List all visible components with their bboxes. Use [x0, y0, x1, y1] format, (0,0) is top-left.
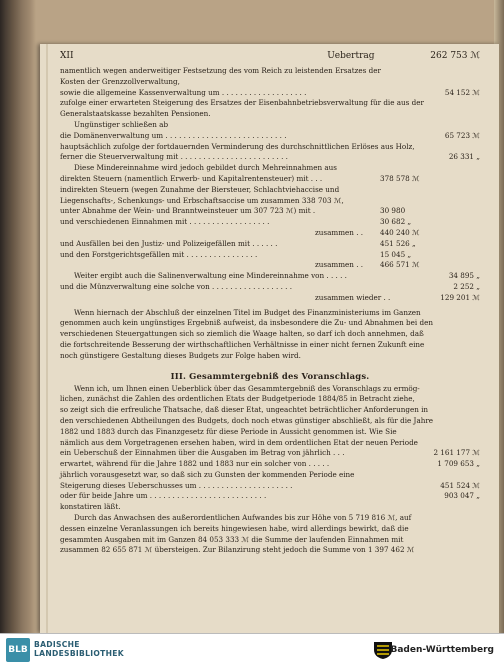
surplus-line-row	[60, 470, 480, 481]
blb-line-1: BADISCHE	[34, 640, 80, 649]
tax-text: und Ausfällen bei den Justiz- und Polizeigefällen mit . . . . . .	[60, 238, 278, 248]
tax-row	[60, 174, 480, 185]
paragraph2-line: Wenn ich, um Ihnen einen Ueberblick über das Gesammtergebniß des Voranschlags zu ermög-	[74, 383, 420, 393]
text-line-row	[60, 152, 480, 163]
uebertrag-row	[327, 46, 480, 66]
paragraph2-line: den verschiedenen Abtheilungen des Budgets, doch noch etwas günstiger abschließt, als für die Jahre	[60, 415, 434, 425]
page-header	[60, 46, 480, 66]
salt-line-row	[60, 282, 480, 293]
tax-col1-value: 15 045 „	[380, 249, 412, 259]
text-line-value: 65 723 ℳ	[444, 130, 480, 140]
page-content	[60, 46, 480, 556]
text-line-text: zufolge einer erwarteten Steigerung des Ersatzes der Eisenbahnbetriebsverwaltung für die aus der	[60, 98, 424, 108]
text-line-text: sowie die allgemeine Kassenverwaltung um . . . . . . . . . . . . . . . . . . .	[60, 87, 307, 97]
paragraph2-line: nämlich aus dem Vorgetragenen ersehen haben, wird in dem ordentlichen Etat der neuen Periode	[60, 437, 418, 447]
tax-text: und verschiedenen Einnahmen mit . . . . . . . . . . . . . . . . . .	[60, 217, 270, 227]
blb-line-2: LANDESBIBLIOTHEK	[34, 649, 124, 658]
tax-text: Liegenschafts-, Schenkungs- und Erbschaftsaccise um zusammen 338 703 ℳ,	[60, 195, 344, 205]
salt-line-text: zusammen wieder . .	[315, 292, 391, 302]
text-line-row	[60, 142, 480, 153]
paragraph-1	[60, 308, 480, 362]
tax-row	[60, 185, 480, 196]
tax-row	[60, 217, 480, 228]
salt-line-value: 129 201 ℳ	[440, 292, 480, 302]
surplus-line-text: oder für beide Jahre um . . . . . . . . . . . . . . . . . . . . . . . . . .	[60, 491, 267, 501]
page-fold	[46, 44, 48, 633]
paragraph1-line: verschiedenen Steuergattungen sich so ziemlich die Waage halten, so darf ich doch annehmen, daß	[60, 329, 424, 339]
paragraph3-line: zusammen 82 655 871 ℳ übersteigen. Zur Bilanzirung steht jedoch die Summe von 1 397 462 ℳ	[60, 545, 415, 555]
text-block-1	[60, 66, 480, 174]
surplus-block	[60, 448, 480, 513]
text-line-value: 26 331 „	[448, 152, 480, 162]
uebertrag-label: Uebertrag	[327, 51, 375, 61]
salt-line-row	[60, 271, 480, 282]
text-line-row	[60, 77, 480, 88]
text-line-text: namentlich wegen anderweitiger Festsetzung des vom Reich zu leistenden Ersatzes der	[60, 66, 381, 75]
paragraph2-line: so zeigt sich die erfreuliche Thatsache, daß dieser Etat, ungeachtet beträchtlicher Anforderungen in	[60, 405, 429, 415]
tax-row	[60, 228, 480, 239]
paragraph1-line: die fortschreitende Besserung der wirthschaftlichen Verhältnisse in einer nicht fernen Zukunft eine	[60, 339, 425, 349]
salt-line-row	[60, 293, 480, 304]
tax-block	[60, 174, 480, 271]
text-line-text: ferner die Steuerverwaltung mit . . . . . . . . . . . . . . . . . . . . . . . .	[60, 152, 288, 162]
tax-text: und den Forstgerichtsgefällen mit . . . . . . . . . . . . . . . .	[60, 249, 258, 259]
text-line-row	[60, 98, 480, 109]
surplus-line-row	[60, 481, 480, 492]
text-line-row	[60, 131, 480, 142]
surplus-line-row	[60, 491, 480, 502]
tax-col2-value: 30 980	[380, 206, 406, 216]
surplus-line-row	[60, 459, 480, 470]
paragraph3-line: gesammten Ausgaben mit im Ganzen 84 053 333 ℳ die Summe der laufenden Einnahmen mit	[60, 534, 404, 544]
uebertrag-value: 262 753 ℳ	[430, 51, 480, 61]
tax-row	[60, 250, 480, 261]
text-line-text: hauptsächlich zufolge der fortdauernden Verminderung des durchschnittlichen Erlöses aus Holz,	[60, 141, 415, 151]
surplus-line-row	[60, 448, 480, 459]
paragraph1-line: Wenn hiernach der Abschluß der einzelnen Titel im Budget des Finanzministeriums im Ganzen	[74, 307, 421, 317]
tax-col2-value: 30 682 „	[380, 217, 412, 227]
paragraph3-line: Durch das Anwachsen des außerordentlichen Aufwandes bis zur Höhe von 5 719 816 ℳ, auf	[74, 513, 412, 523]
footer-bar	[0, 633, 504, 666]
bw-name[interactable]: Baden-Württemberg	[390, 645, 494, 655]
text-line-row	[60, 88, 480, 99]
surplus-line-value: 2 161 177 ℳ	[433, 448, 480, 458]
paragraph-3	[60, 513, 480, 556]
tax-text: indirekten Steuern (wegen Zunahme der Biersteuer, Schlachtviehaccise und	[60, 184, 340, 194]
text-line-text: Generalstaatskasse bezahlten Pensionen.	[60, 109, 211, 119]
text-line-text: Ungünstiger schließen ab	[74, 119, 169, 129]
tax-text: zusammen . .	[315, 260, 364, 270]
salt-line-value: 2 252 „	[453, 281, 480, 291]
text-line-text: Diese Mindereinnahme wird jedoch gebildet durch Mehreinnahmen aus	[74, 163, 337, 173]
tax-col1-value: 440 240 ℳ	[380, 227, 420, 237]
surplus-line-value: 1 709 653 „	[437, 459, 480, 469]
tax-row	[60, 196, 480, 207]
page-number: XII	[60, 51, 74, 61]
paragraph3-line: dessen einzelne Veranlassungen ich bereits hingewiesen habe, wird allerdings bewirkt, daß die	[60, 523, 409, 533]
paragraph1-line: genommen auch kein ungünstiges Ergebniß aufweist, da insbesondere die Zu- und Abnahmen bei den	[60, 318, 433, 328]
tax-col1-value: 466 571 ℳ	[380, 260, 420, 270]
tax-text: unter Abnahme der Wein- und Branntweinsteuer um 307 723 ℳ) mit .	[60, 206, 316, 216]
surplus-line-text: ein Ueberschuß der Einnahmen über die Ausgaben im Betrag von jährlich . . .	[60, 448, 345, 458]
blb-name[interactable]	[34, 640, 124, 658]
surplus-line-text: Steigerung dieses Ueberschusses um . . . . . . . . . . . . . . . . . . . . .	[60, 480, 293, 490]
text-line-row	[60, 109, 480, 120]
tax-row	[60, 260, 480, 271]
paragraph1-line: noch günstigere Gestaltung dieses Budgets zur Folge haben wird.	[60, 350, 301, 360]
text-line-row	[60, 120, 480, 131]
salt-line-text: Weiter ergibt auch die Salinenverwaltung eine Mindereinnahme von . . . . .	[74, 271, 347, 281]
text-line-text: die Domänenverwaltung um . . . . . . . . . . . . . . . . . . . . . . . . . . .	[60, 130, 287, 140]
tax-text: zusammen . .	[315, 227, 364, 237]
tax-col1-value: 451 526 „	[380, 238, 416, 248]
surplus-line-value: 451 524 ℳ	[440, 480, 480, 490]
surplus-line-text: jährlich vorausgesetzt war, so daß sich zu Gunsten der kommenden Periode eine	[60, 469, 355, 479]
text-line-row	[60, 163, 480, 174]
surplus-line-value: 903 047 „	[444, 491, 480, 501]
surplus-line-text: konstatiren läßt.	[60, 502, 121, 512]
salt-line-text: und die Münzverwaltung eine solche von . . . . . . . . . . . . . . . . . .	[60, 281, 292, 291]
salt-line-value: 34 895 „	[448, 271, 480, 281]
text-line-row	[60, 66, 480, 77]
blb-logo-icon[interactable]: BLB	[6, 638, 30, 662]
surplus-line-row	[60, 502, 480, 513]
paragraph-2	[60, 384, 480, 449]
tax-row	[60, 239, 480, 250]
paragraph2-line: lichen, zunächst die Zahlen des ordentlichen Etats der Budgetperiode 1884/85 in Betracht ziehe,	[60, 394, 415, 404]
text-line-text: Kosten der Grenzzollverwaltung,	[60, 76, 180, 86]
tax-col1-value: 378 578 ℳ	[380, 173, 420, 183]
salt-block	[60, 271, 480, 303]
section-title: III. Gesammtergebniß des Voranschlags.	[170, 370, 370, 381]
surplus-line-text: erwartet, während für die Jahre 1882 und 1883 nur ein solcher von . . . . .	[60, 459, 330, 469]
text-line-value: 54 152 ℳ	[444, 87, 480, 97]
paragraph2-line: 1882 und 1883 durch das Finanzgesetz für diese Periode in Aussicht genommen ist. Wie Sie	[60, 426, 397, 436]
tax-row	[60, 206, 480, 217]
tax-text: direkten Steuern (namentlich Erwerb- und Kapitalrentensteuer) mit . . .	[60, 173, 323, 183]
